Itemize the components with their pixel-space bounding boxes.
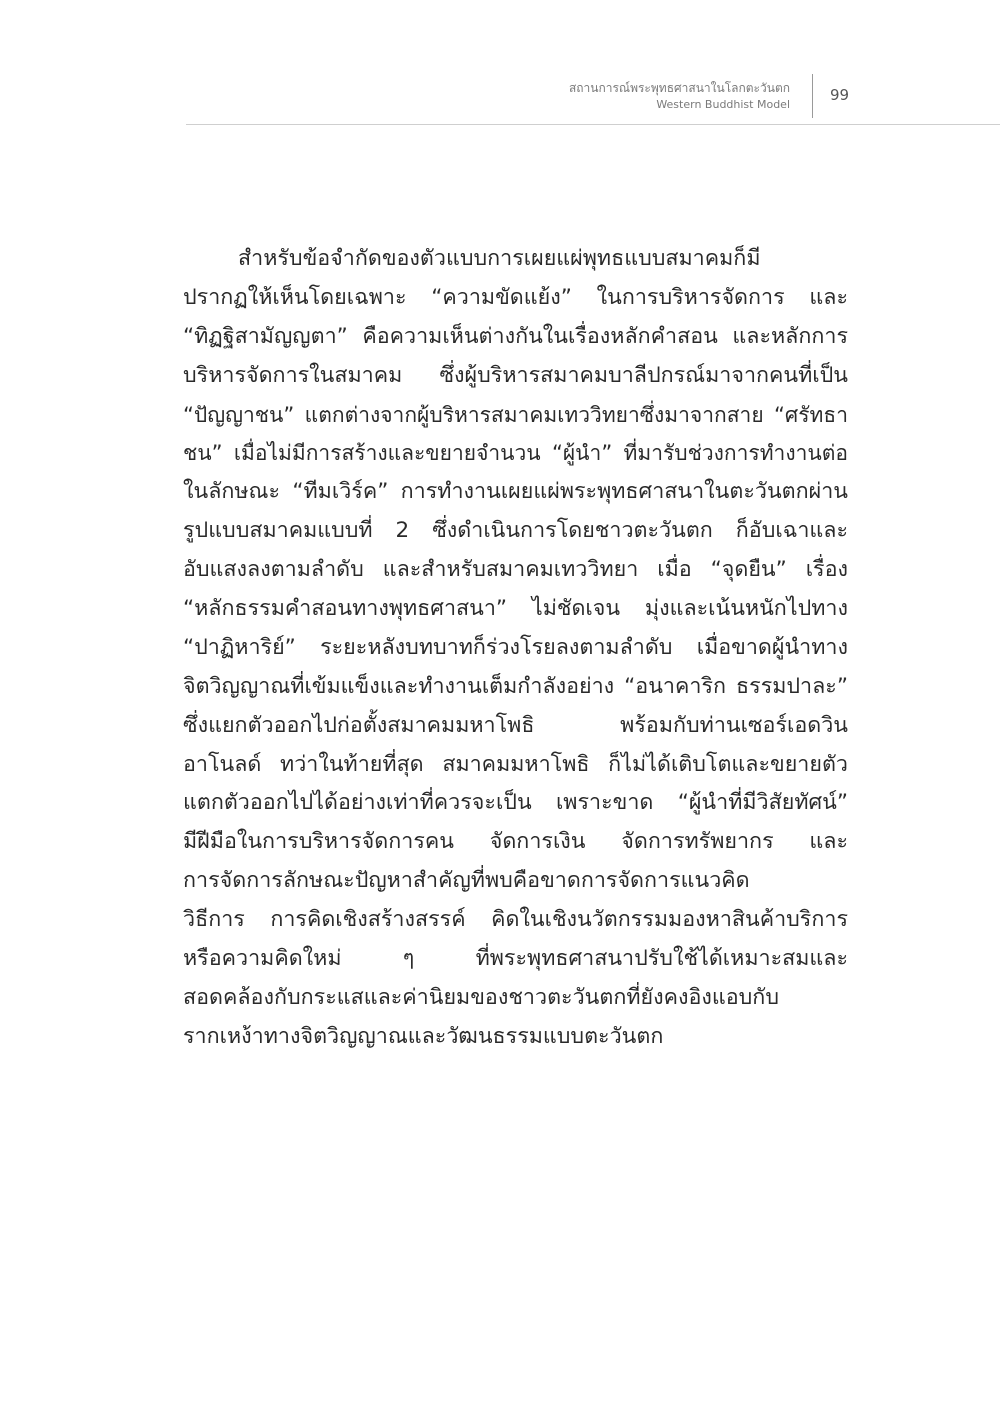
header-divider	[812, 74, 813, 118]
text-line: วิธีการ การคิดเชิงสร้างสรรค์ คิดในเชิงนวัตกรรมมองหาสินค้าบริการ	[183, 907, 848, 933]
text-line: มีฝีมือในการบริหารจัดการคน จัดการเงิน จัดการทรัพยากร และ	[183, 829, 848, 855]
text-line: “หลักธรรมคำสอนทางพุทธศาสนา” ไม่ชัดเจน มุ่งและเน้นหนักไปทาง	[183, 596, 848, 622]
text-line: อับแสงลงตามลำดับ และสำหรับสมาคมเทววิทยา เมื่อ “จุดยืน” เรื่อง	[183, 557, 848, 583]
text-line: ชน” เมื่อไม่มีการสร้างและขยายจำนวน “ผู้นำ” ที่มารับช่วงการทำงานต่อ	[183, 441, 848, 466]
text-line: แตกตัวออกไปได้อย่างเท่าที่ควรจะเป็น เพราะขาด “ผู้นำที่มีวิสัยทัศน์”	[183, 790, 848, 816]
text-line: “ทิฏฐิสามัญญตา” คือความเห็นต่างกันในเรื่องหลักคำสอน และหลักการ	[183, 323, 848, 349]
text-line: ปรากฏให้เห็นโดยเฉพาะ “ความขัดแย้ง” ในการบริหารจัดการ และ	[183, 284, 848, 310]
text-line: อาโนลด์ ทว่าในท้ายที่สุด สมาคมมหาโพธิ ก็ไม่ได้เติบโตและขยายตัว	[183, 751, 848, 777]
text-line: ซึ่งแยกตัวออกไปก่อตั้งสมาคมมหาโพธิ พร้อมกับท่านเซอร์เอดวิน	[183, 712, 848, 738]
text-line: สอดคล้องกับกระแสและค่านิยมของชาวตะวันตกที่ยังคงอิงแอบกับ	[183, 984, 779, 1010]
body-paragraph	[183, 240, 848, 1057]
text-line: “ปัญญาชน” แตกต่างจากผู้บริหารสมาคมเทววิทยาซึ่งมาจากสาย “ศรัทธา	[183, 402, 848, 427]
header-title-thai: สถานการณ์พระพุทธศาสนาในโลกตะวันตก	[568, 81, 790, 95]
text-line: จิตวิญญาณที่เข้มแข็งและทำงานเต็มกำลังอย่าง “อนาคาริก ธรรมปาละ”	[183, 673, 848, 699]
text-line: บริหารจัดการในสมาคม ซึ่งผู้บริหารสมาคมบาลีปกรณ์มาจากคนที่เป็น	[183, 362, 848, 388]
running-header	[569, 80, 790, 112]
text-line: สำหรับข้อจำกัดของตัวแบบการเผยแผ่พุทธแบบสมาคมก็มี	[238, 246, 761, 271]
header-rule	[186, 124, 1000, 125]
text-line: รากเหง้าทางจิตวิญญาณและวัฒนธรรมแบบตะวันตก	[183, 1023, 664, 1049]
page-number: 99	[830, 86, 850, 104]
header-title-english: Western Buddhist Model	[656, 98, 790, 111]
text-line: “ปาฏิหาริย์” ระยะหลังบทบาทก็ร่วงโรยลงตามลำดับ เมื่อขาดผู้นำทาง	[183, 634, 848, 660]
text-line: รูปแบบสมาคมแบบที่ 2 ซึ่งดำเนินการโดยชาวตะวันตก ก็อับเฉาและ	[183, 518, 848, 544]
text-line: ในลักษณะ “ทีมเวิร์ค” การทำงานเผยแผ่พระพุทธศาสนาในตะวันตกผ่าน	[183, 479, 848, 505]
text-line: หรือความคิดใหม่ ๆ ที่พระพุทธศาสนาปรับใช้ได้เหมาะสมและ	[183, 946, 848, 972]
text-line: การจัดการลักษณะปัญหาสำคัญที่พบคือขาดการจัดการแนวคิด	[183, 868, 750, 894]
